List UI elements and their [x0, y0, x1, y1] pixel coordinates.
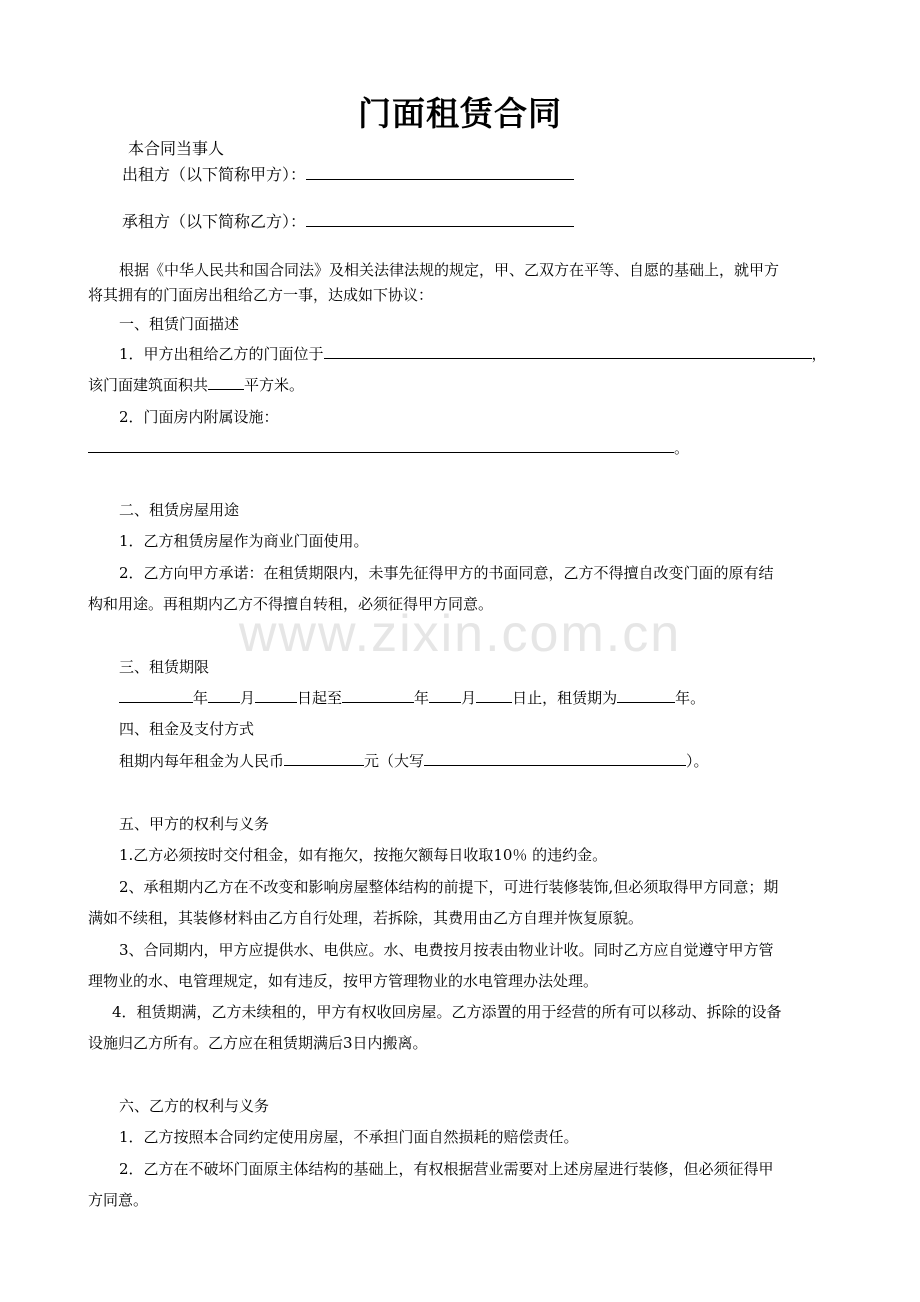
end-year-blank[interactable] [342, 687, 414, 703]
lessee-name-blank[interactable] [306, 211, 574, 227]
start-month-label: 月 [240, 689, 256, 707]
lessee-line [122, 209, 574, 232]
facilities-blank[interactable] [88, 437, 674, 453]
lease-years-label: 年。 [675, 689, 706, 707]
rent-label: 租期内每年租金为人民币 [119, 752, 285, 770]
document-title: 门面租赁合同 [358, 94, 562, 133]
start-day-label: 日起至 [297, 689, 343, 707]
sec1-item1-line1 [119, 343, 827, 364]
area-unit: 平方米。 [244, 376, 305, 394]
sec5-item1: 1.乙方必须按时交付租金，如有拖欠，按拖欠额每日收取10％ 的违约金。 [119, 846, 608, 864]
rent-uppercase-blank[interactable] [424, 750, 686, 766]
sec1-item2: 2．门面房内附属设施： [119, 408, 279, 426]
lessor-label: 出租方（以下简称甲方）： [122, 165, 307, 184]
end-month-blank[interactable] [429, 687, 461, 703]
sec1-item1-line2 [88, 374, 304, 395]
preamble-line-2: 将其拥有的门面房出租给乙方一事，达成如下协议： [88, 286, 434, 304]
sec5-item3-line1: 3、合同期内，甲方应提供水、电供应。水、电费按月按表由物业计收。同时乙方应自觉遵守甲方管 [119, 941, 774, 959]
lessor-name-blank[interactable] [306, 164, 574, 180]
lease-years-blank[interactable] [617, 687, 675, 703]
section-3-heading: 三、租赁期限 [119, 658, 210, 676]
end-day-label: 日止，租赁期为 [512, 689, 618, 707]
sec6-item1: 1．乙方按照本合同约定使用房屋，不承担门面自然损耗的赔偿责任。 [119, 1128, 579, 1146]
rent-close: ）。 [686, 752, 709, 770]
end-day-blank[interactable] [476, 687, 512, 703]
shop-location-blank[interactable] [324, 343, 812, 359]
sec5-item4-line1: 4．租赁期满，乙方未续租的，甲方有权收回房屋。乙方添置的用于经营的所有可以移动、拆除的设备 [112, 1003, 782, 1021]
lessor-line [122, 162, 574, 185]
sec2-item2-line2: 构和用途。再租期内乙方不得擅自转租，必须征得甲方同意。 [88, 595, 494, 613]
area-label: 该门面建筑面积共 [88, 376, 209, 394]
preamble-line-1: 根据《中华人民共和国合同法》及相关法律法规的规定，甲、乙双方在平等、自愿的基础上，就甲方 [119, 261, 780, 279]
sec5-item2-line1: 2、承租期内乙方在不改变和影响房屋整体结构的前提下，可进行装修装饰,但必须取得甲方同意；期 [119, 878, 779, 896]
facilities-period: 。 [674, 439, 690, 457]
sec2-item1: 1．乙方租赁房屋作为商业门面使用。 [119, 532, 369, 550]
area-blank[interactable] [208, 374, 244, 390]
sec1-item1-comma: ， [811, 345, 827, 363]
sec5-item2-line2: 满如不续租，其装修材料由乙方自行处理，若拆除，其费用由乙方自理并恢复原貌。 [88, 909, 644, 927]
sec5-item4-line2: 设施归乙方所有。乙方应在租赁期满后3日内搬离。 [88, 1034, 428, 1052]
lease-term-line [119, 687, 705, 708]
sec6-item2-line2: 方同意。 [88, 1191, 149, 1209]
section-6-heading: 六、乙方的权利与义务 [119, 1097, 270, 1115]
watermark: www.zixin.com.cn [238, 605, 682, 663]
sec2-item2-line1: 2．乙方向甲方承诺：在租赁期限内，未事先征得甲方的书面同意，乙方不得擅自改变门面的原有结 [119, 564, 774, 582]
section-4-heading: 四、租金及支付方式 [119, 720, 255, 738]
section-1-heading: 一、租赁门面描述 [119, 315, 240, 333]
section-2-heading: 二、租赁房屋用途 [119, 501, 240, 519]
lessee-label: 承租方（以下简称乙方）： [122, 212, 307, 231]
rent-amount-blank[interactable] [284, 750, 364, 766]
sec6-item2-line1: 2．乙方在不破坏门面原主体结构的基础上，有权根据营业需要对上述房屋进行装修，但必须征得甲 [119, 1160, 774, 1178]
parties-heading: 本合同当事人 [128, 139, 225, 158]
start-year-label: 年 [193, 689, 209, 707]
facilities-line [88, 437, 689, 458]
end-year-label: 年 [414, 689, 430, 707]
rent-line [119, 750, 709, 771]
start-day-blank[interactable] [255, 687, 297, 703]
start-year-blank[interactable] [119, 687, 193, 703]
sec5-item3-line2: 理物业的水、电管理规定，如有违反，按甲方管理物业的水电管理办法处理。 [88, 972, 599, 990]
section-5-heading: 五、甲方的权利与义务 [119, 815, 270, 833]
end-month-label: 月 [461, 689, 477, 707]
sec1-item1-text: 1．甲方出租给乙方的门面位于 [119, 345, 324, 363]
rent-uppercase-label: 元（大写 [364, 752, 425, 770]
start-month-blank[interactable] [208, 687, 240, 703]
